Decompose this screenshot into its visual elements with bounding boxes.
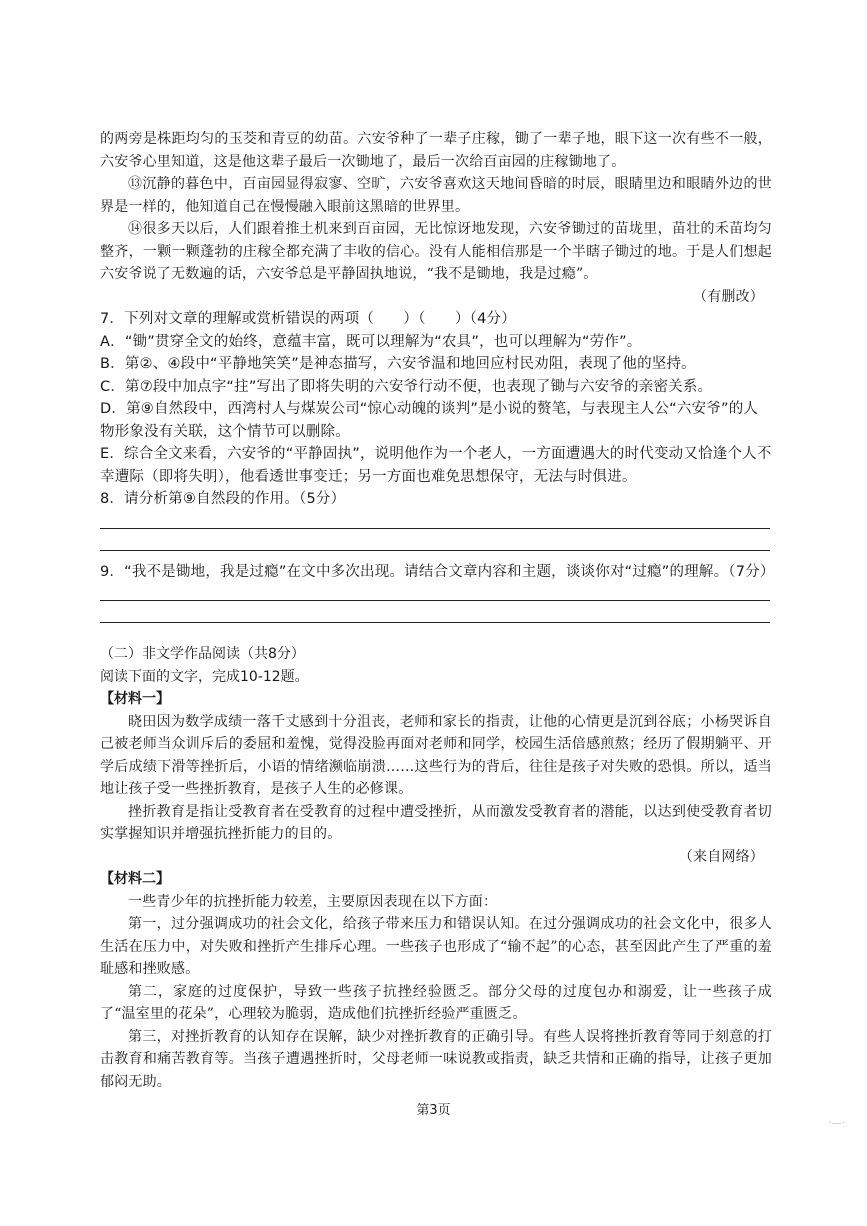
question-7-stem: 7．下列对文章的理解或赏析错误的两项（ ）（ ）（4分） (100, 311, 516, 327)
story-paragraph-14: ⑭很多天以后，人们跟着推土机来到百亩园，无比惊讶地发现，六安爷锄过的苗垅里，苗壮的禾苗均匀整齐，一颗一颗蓬勃的庄稼全都充满了丰收的信心。没有人能相信那是一个半瞎子锄过的地。于是人们想起六安爷说了无数遍的话，六安爷总是平静固执地说，“我不是锄地，我是过瘾”。 (100, 221, 772, 282)
story-paragraph-continued: 的两旁是株距均匀的玉茭和青豆的幼苗。六安爷种了一辈子庄稼，锄了一辈子地，眼下这一次有些不一般，六安爷心里知道，这是他这辈子最后一次锄地了，最后一次给百亩园的庄稼锄地了。 (100, 131, 772, 170)
material-2-paragraph-4: 第三，对挫折教育的认知存在误解，缺少对挫折教育的正确引导。有些人误将挫折教育等同于刻意的打击教育和痛苦教育等。当孩子遭遇挫折时，父母老师一味说教或指责，缺乏共情和正确的指导，让孩子更加郁闷无助。 (100, 1028, 772, 1090)
material-2-paragraph-3: 第二，家庭的过度保护，导致一些孩子抗挫经验匮乏。部分父母的过度包办和溺爱，让一些孩子成了“温室里的花朵”，心理较为脆弱，造成他们抗挫折经验严重匮乏。 (100, 983, 772, 1022)
material-1-label: 【材料一】 (100, 691, 170, 707)
option-e: E．综合全文来看，六安爷的“平静固执”，说明他作为一个老人，一方面遭遇大的时代变动又恰逢个人不幸遭际（即将失明），他看透世事变迁；另一方面也难免思想保守，无法与时俱进。 (100, 446, 772, 485)
question-7 (100, 308, 772, 488)
answer-line[interactable] (100, 533, 770, 551)
material-1-paragraph-1: 晓田因为数学成绩一落千丈感到十分沮丧，老师和家长的指责，让他的心情更是沉到谷底；小杨哭诉自己被老师当众训斥后的委屈和羞愧，觉得没脸再面对老师和同学，校园生活倍感煎熬；经历了假期躺平、开学后成绩下滑等挫折后，小语的情绪濒临崩溃……这些行为的背后，往往是孩子对失败的恐惧。所以，适当地让孩子受一些挫折教育，是孩子人生的必修课。 (100, 713, 772, 797)
material-1-paragraph-2: 挫折教育是指让受教育者在受教育的过程中遭受挫折，从而激发受教育者的潜能，以达到使受教育者切实掌握知识并增强抗挫折能力的目的。 (100, 803, 772, 842)
section-2-heading: （二）非文学作品阅读（共8分） (100, 646, 305, 662)
page-content (100, 128, 775, 1093)
answer-line[interactable] (100, 583, 770, 601)
question-8 (100, 488, 772, 551)
material-2-paragraph-1: 一些青少年的抗挫折能力较差，主要原因表现在以下方面： (128, 893, 498, 910)
answer-line[interactable] (100, 511, 770, 529)
abridged-note: （有删改） (693, 288, 764, 305)
option-a: A．“锄”贯穿全文的始终，意蕴丰富，既可以理解为“农具”，也可以理解为“劳作”。 (100, 333, 642, 350)
option-d: D．第⑨自然段中，西湾村人与煤炭公司“惊心动魄的谈判”是小说的赘笔，与表现主人公“六安爷”的人物形象没有关联，这个情节可以删除。 (100, 401, 759, 440)
option-c: C．第⑦段中加点字“拄”写出了即将失明的六安爷行动不便，也表现了锄与六安爷的亲密关系。 (100, 378, 713, 395)
material-2-paragraph-2: 第一，过分强调成功的社会文化，给孩子带来压力和错误认知。在过分强调成功的社会文化中，很多人生活在压力中，对失败和挫折产生排斥心理。一些孩子也形成了“输不起”的心态，甚至因此产生了严重的羞耻感和挫败感。 (100, 916, 772, 977)
material-1-source: （来自网络） (678, 848, 764, 865)
option-b: B．第②、④段中“平静地笑笑”是神态描写，六安爷温和地回应村民劝阻，表现了他的坚持。 (100, 356, 696, 372)
question-8-stem: 8．请分析第⑨自然段的作用。（5分） (100, 491, 346, 507)
answer-line[interactable] (100, 605, 770, 623)
material-2-label: 【材料二】 (100, 871, 170, 887)
watermark-mark: ·—· (828, 1118, 845, 1129)
section-2-instruction: 阅读下面的文字，完成10-12题。 (100, 668, 309, 685)
story-paragraph-13: ⑬沉静的暮色中，百亩园显得寂寥、空旷，六安爷喜欢这天地间昏暗的时辰，眼睛里边和眼睛外边的世界是一样的，他知道自己在慢慢融入眼前这黑暗的世界里。 (100, 176, 772, 215)
page-number: 第3页 (416, 1103, 451, 1118)
question-9-stem: 9．“我不是锄地，我是过瘾”在文中多次出现。请结合文章内容和主题，谈谈你对“过瘾”的理解。（7分） (100, 563, 775, 580)
section-2 (100, 643, 772, 1093)
question-9 (100, 561, 775, 624)
